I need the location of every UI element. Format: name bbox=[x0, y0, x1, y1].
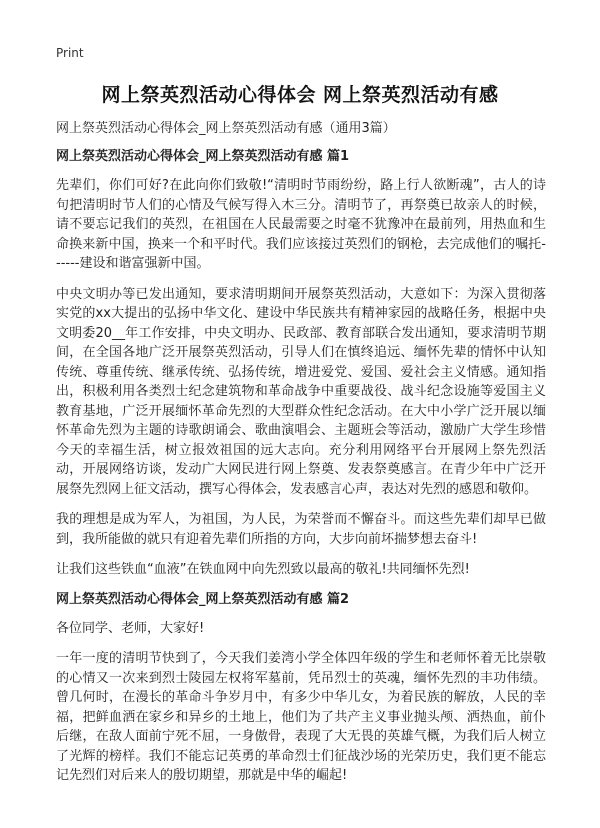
page-title: 网上祭英烈活动心得体会 网上祭英烈活动有感 bbox=[101, 84, 499, 106]
section-1 bbox=[56, 148, 546, 580]
paragraph: 一年一度的清明节快到了，今天我们姜湾小学全体四年级的学生和老师怀着无比崇敬的心情又一次来到烈士陵园左权将军墓前，凭吊烈士的英魂，缅怀先烈的丰功伟绩。曾几何时，在漫长的革命斗争岁月中，有多少中华儿女，为着民族的解放，人民的幸福，把鲜血洒在家乡和异乡的土地上，他们为了共产主义事业抛头颅、洒热血，前仆后继，在敌人面前宁死不屈，一身傲骨，表现了大无畏的英雄气概，为我们后人树立了光辉的榜样。我们不能忘记英勇的革命烈士们征战沙场的光荣历史，我们更不能忘记先烈们对后来人的殷切期望，那就是中华的崛起! bbox=[56, 651, 546, 783]
section-heading: 网上祭英烈活动心得体会_网上祭英烈活动有感 篇2 bbox=[56, 591, 350, 607]
paragraph: 让我们这些铁血“血液”在铁血网中向先烈致以最高的敬礼!共同缅怀先烈! bbox=[56, 562, 470, 577]
article-subtitle: 网上祭英烈活动心得体会_网上祭英烈活动有感（通用3篇） bbox=[56, 121, 396, 136]
paragraph: 各位同学、老师，大家好! bbox=[56, 620, 205, 636]
paragraph: 我的理想是成为军人，为祖国，为人民，为荣誉而不懈奋斗。而这些先辈们却早已做到，我所能做的就只有迎着先辈们所指的方向，大步向前坏揣梦想去奋斗! bbox=[56, 512, 546, 547]
section-2 bbox=[56, 591, 546, 786]
paragraph: 中央文明办等已发出通知，要求清明期间开展祭英烈活动，大意如下：为深入贯彻落实党的xx大提出的弘扬中华文化、建设中华民族共有精神家园的战略任务，根据中央文明委20__年工作安排，中央文明办、民政部、教育部联合发出通知，要求清明节期间，在全国各地广泛开展祭英烈活动，引导人们在慎终追远、缅怀先辈的情怀中认知传统、尊重传统、继承传统、弘扬传统，增进爱党、爱国、爱社会主义情感。通知指出，积极利用各类烈士纪念建筑物和革命战争中重要战役、战斗纪念设施等爱国主义教育基地，广泛开展缅怀革命先烈的大型群众性纪念活动。在大中小学广泛开展以缅怀革命先烈为主题的诗歌朗诵会、歌曲演唱会、主题班会等活动，激励广大学生珍惜今天的幸福生活，树立报效祖国的远大志向。充分利用网络平台开展网上祭先烈活动，开展网络访谈，发动广大网民进行网上祭奠、发表祭奠感言。在青少年中广泛开展祭先烈网上征文活动，撰写心得体会，发表感言心声，表达对先烈的感恩和敬仰。 bbox=[56, 286, 546, 497]
paragraph: 先辈们，你们可好?在此向你们致敬!“清明时节雨纷纷，路上行人欲断魂”，古人的诗句把清明时节人们的心情及气候写得入木三分。清明节了，再祭奠已故亲人的时候，请不要忘记我们的英烈，在祖国在人民最需要之时毫不犹豫冲在最前列，用热血和生命换来新中国，换来一个和平时代。我们应该接过英烈们的钢枪，去完成他们的嘱托------建设和谐富强新中国。 bbox=[56, 178, 546, 271]
section-heading: 网上祭英烈活动心得体会_网上祭英烈活动有感 篇1 bbox=[56, 149, 350, 164]
print-link[interactable]: Print bbox=[56, 46, 84, 60]
article-body bbox=[56, 120, 546, 797]
